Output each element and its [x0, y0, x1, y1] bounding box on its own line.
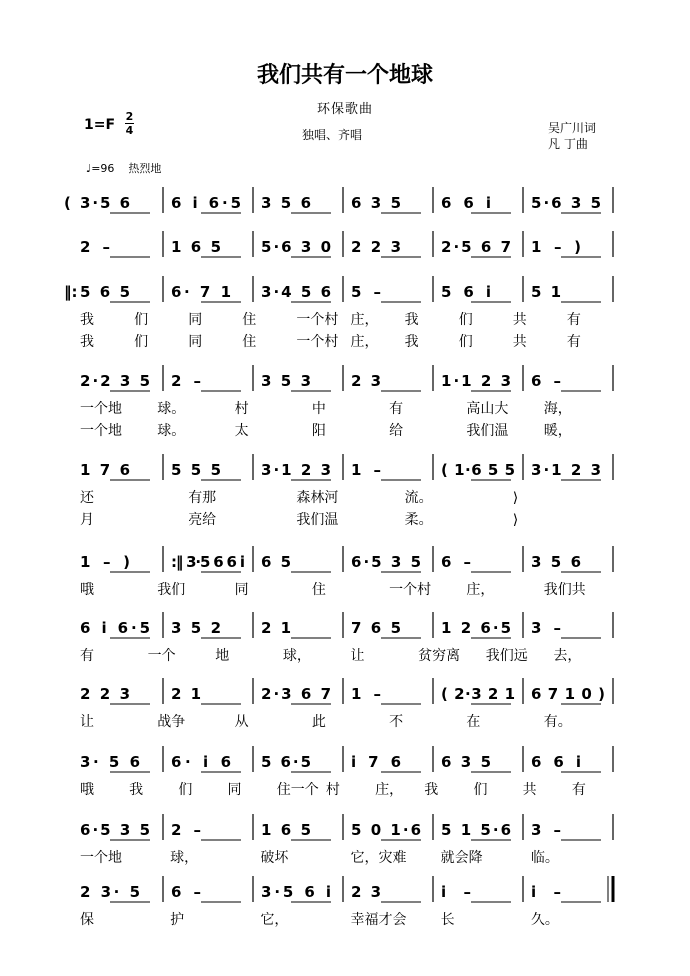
- lyric-word: 庄，: [350, 312, 379, 328]
- measure-notes: 1 –: [351, 685, 381, 703]
- lyric-word: 球，: [282, 648, 311, 664]
- measure-notes: 2 1: [171, 685, 201, 703]
- lyric-word: 共: [512, 312, 527, 328]
- measure-notes: 2 –: [171, 372, 201, 390]
- lyric-word: 我: [80, 312, 94, 328]
- measure-notes: 5 6 5: [80, 283, 130, 301]
- measure-notes: 7 6 5: [351, 619, 401, 637]
- lyric-word: 球，: [170, 850, 199, 866]
- measure-notes: 2 3· 5: [80, 883, 140, 901]
- measure-notes: 2·3 6 7: [261, 685, 331, 703]
- lyric-word: 住: [311, 582, 326, 598]
- measure-notes: 6 3 5: [351, 194, 401, 212]
- measure-notes: 5 1 5·6: [441, 821, 511, 839]
- lyric-word: 村: [234, 401, 249, 417]
- lyric-word: 我: [129, 782, 144, 798]
- tempo-value: ♩=96: [86, 162, 115, 175]
- lyric-word: 同: [227, 782, 242, 798]
- measure-notes: i 7 6: [351, 753, 401, 771]
- performance-style: 独唱、齐唱: [302, 128, 363, 142]
- measure-notes: 2·2 3 5: [80, 372, 150, 390]
- lyric-word: 哦: [80, 782, 94, 798]
- measure-notes: 6 i 6·5: [171, 194, 241, 212]
- measure-notes: 3 –: [531, 619, 561, 637]
- measure-notes: 1 – ): [531, 238, 581, 256]
- measure-notes: 6· i 6: [171, 753, 231, 771]
- lyric-word: 有: [80, 648, 94, 664]
- time-signature-bottom: 4: [125, 124, 134, 137]
- measure-notes: 1 – ): [80, 553, 130, 571]
- measure-notes: 5 6·5: [261, 753, 311, 771]
- measure-notes: 5 1: [531, 283, 561, 301]
- lyric-word: 一个: [147, 648, 176, 664]
- measure-notes: 2·5 6 7: [441, 238, 511, 256]
- measure-notes: i –: [441, 883, 471, 901]
- lyric-word: 同: [188, 312, 203, 328]
- lyric-word: 我们远: [485, 648, 528, 664]
- measure-notes: 1 2 6·5: [441, 619, 511, 637]
- lyric-word: 有: [571, 782, 586, 798]
- measure-notes: 3·4 5 6: [261, 283, 331, 301]
- lyric-word: 幸福才会: [350, 912, 407, 928]
- lyric-word: 庄，: [350, 334, 379, 350]
- lyric-word: 我们: [157, 582, 186, 598]
- system-lead-symbol: (: [64, 194, 71, 212]
- lyric-word: 它，: [260, 912, 289, 928]
- measure-notes: 3·5 6: [80, 194, 130, 212]
- lyric-word: 住: [242, 334, 257, 350]
- measure-notes: 2 3: [351, 883, 381, 901]
- lyric-word: 一个村: [296, 334, 339, 350]
- lyric-word: 我们温: [296, 512, 339, 528]
- lyric-word: 阳: [311, 423, 326, 439]
- lyric-word: 中: [311, 401, 326, 417]
- lyric-word: 同: [234, 582, 249, 598]
- lyric-word: 我: [404, 312, 419, 328]
- measure-notes: 6 3 5: [441, 753, 491, 771]
- lyric-word: 哦: [80, 582, 94, 598]
- lyricist-credit: 吴广川词: [548, 121, 597, 135]
- lyric-word: 球。: [157, 423, 186, 439]
- measure-notes: 3 5 6: [261, 194, 311, 212]
- lyric-word: 就会降: [440, 850, 483, 866]
- composer-credit: 凡 丁曲: [548, 137, 588, 151]
- lyric-word: 从: [234, 714, 249, 730]
- lyric-word: 高山大: [466, 401, 509, 417]
- lyric-word: 有那: [188, 490, 217, 506]
- lyric-word: 我: [404, 334, 419, 350]
- measure-notes: 3·5 6 i: [261, 883, 331, 901]
- measure-notes: 3 5 6: [531, 553, 581, 571]
- lyric-word: 有: [389, 401, 404, 417]
- lyric-word: 让: [350, 648, 365, 664]
- measure-notes: 5·6 3 5: [531, 194, 601, 212]
- lyric-word: 一个地: [80, 850, 122, 866]
- lyric-word: 它，灾难: [350, 850, 407, 866]
- lyric-word: 们: [458, 312, 473, 328]
- lyric-word: 一个村: [296, 312, 339, 328]
- measure-notes: 3 5 3: [261, 372, 311, 390]
- lyric-word: 有: [566, 334, 581, 350]
- lyric-word: 庄，: [466, 582, 495, 598]
- lyric-word: 海，: [543, 401, 572, 417]
- measure-notes: 2 –: [171, 821, 201, 839]
- lyric-word: 我们共: [543, 582, 586, 598]
- measure-notes: 2 2 3: [80, 685, 130, 703]
- measure-notes: 3 –: [531, 821, 561, 839]
- measure-notes: 1 7 6: [80, 461, 130, 479]
- lyric-word: 流。: [404, 490, 433, 506]
- lyric-word: 护: [170, 912, 185, 928]
- measure-notes: 2 –: [80, 238, 110, 256]
- lyric-word: 去，: [553, 648, 582, 664]
- lyric-word: 亮给: [188, 512, 217, 528]
- lyric-word: 我们温: [466, 423, 509, 439]
- measure-notes: 3·1 2 3: [261, 461, 331, 479]
- measure-notes: 2 1: [261, 619, 291, 637]
- lyric-word: 共: [512, 334, 527, 350]
- expression-mark: 热烈地: [128, 162, 162, 175]
- lyric-word: 共: [522, 782, 537, 798]
- lyric-word: ⟩: [512, 512, 519, 528]
- lyric-word: 一个地: [80, 423, 122, 439]
- lyric-word: 们: [178, 782, 193, 798]
- measure-notes: 6· 7 1: [171, 283, 231, 301]
- measure-notes: 1 –: [351, 461, 381, 479]
- lyric-word: 破坏: [260, 850, 289, 866]
- measure-notes: 1 6 5: [261, 821, 311, 839]
- lyric-word: 们: [458, 334, 473, 350]
- lyric-word: 太: [234, 423, 249, 439]
- lyric-word: 我: [424, 782, 439, 798]
- key-signature: 1=F: [84, 117, 116, 133]
- measure-notes: 6 –: [441, 553, 471, 571]
- lyric-word: 我: [80, 334, 94, 350]
- lyric-word: 柔。: [404, 512, 433, 528]
- lyric-word: 暖，: [543, 423, 572, 439]
- measure-notes: 6 –: [171, 883, 201, 901]
- page-title: 我们共有一个地球: [256, 63, 433, 88]
- lyric-word: ⟩: [512, 490, 519, 506]
- lyric-word: 地: [215, 648, 230, 664]
- measure-notes: i –: [531, 883, 561, 901]
- lyric-word: 战争: [157, 714, 186, 730]
- lyric-word: 住一个: [276, 782, 319, 798]
- lyric-word: 同: [188, 334, 203, 350]
- lyric-word: 月: [80, 512, 94, 528]
- lyric-word: 一个地: [80, 401, 122, 417]
- measure-notes: 1 6 5: [171, 238, 221, 256]
- measure-notes: ( 1·6 5 5: [441, 461, 515, 479]
- lyric-word: 森林河: [296, 490, 339, 506]
- measure-notes: 6 i 6·5: [80, 619, 150, 637]
- measure-notes: :‖ 3·5 6 6 i: [171, 553, 245, 571]
- lyric-word: 让: [80, 714, 94, 730]
- lyric-word: 球。: [157, 401, 186, 417]
- lyric-word: 有: [566, 312, 581, 328]
- measure-notes: 5 6 i: [441, 283, 491, 301]
- measure-notes: 3·1 2 3: [531, 461, 601, 479]
- lyric-word: 一个村: [389, 582, 432, 598]
- system-lead-symbol: ‖:: [64, 283, 78, 301]
- measure-notes: 3· 5 6: [80, 753, 140, 771]
- measure-notes: 1·1 2 3: [441, 372, 511, 390]
- measure-notes: 6 6 i: [441, 194, 491, 212]
- lyric-word: 们: [473, 782, 488, 798]
- lyric-word: 有。: [543, 714, 572, 730]
- measure-notes: 6 6 i: [531, 753, 581, 771]
- measure-notes: 5·6 3 0: [261, 238, 331, 256]
- lyric-word: 庄，: [375, 782, 404, 798]
- lyric-word: 在: [466, 714, 481, 730]
- measure-notes: 6 –: [531, 372, 561, 390]
- measure-notes: 3 5 2: [171, 619, 221, 637]
- measure-notes: 2 3: [351, 372, 381, 390]
- measure-notes: 6 5: [261, 553, 291, 571]
- lyric-word: 村: [325, 782, 340, 798]
- measure-notes: 5 5 5: [171, 461, 221, 479]
- time-signature-top: 2: [125, 110, 134, 123]
- lyric-word: 贫穷离: [418, 648, 461, 664]
- measure-notes: 6 7 1 0 ): [531, 685, 605, 703]
- lyric-word: 保: [80, 912, 94, 928]
- measure-notes: 5 0 1·6: [351, 821, 421, 839]
- lyric-word: 们: [134, 334, 149, 350]
- lyric-word: 还: [80, 490, 94, 506]
- measure-notes: 6·5 3 5: [80, 821, 150, 839]
- lyric-word: 给: [389, 423, 404, 439]
- lyric-word: 此: [311, 714, 326, 730]
- lyric-word: 们: [134, 312, 149, 328]
- measure-notes: ( 2·3 2 1: [441, 685, 515, 703]
- measure-notes: 5 –: [351, 283, 381, 301]
- lyric-word: 不: [389, 714, 404, 730]
- measure-notes: 6·5 3 5: [351, 553, 421, 571]
- lyric-word: 临。: [530, 850, 559, 866]
- song-subtitle: 环保歌曲: [316, 102, 373, 117]
- measure-notes: 2 2 3: [351, 238, 401, 256]
- lyric-word: 住: [242, 312, 257, 328]
- lyric-word: 久。: [530, 912, 559, 928]
- lyric-word: 长: [440, 912, 455, 928]
